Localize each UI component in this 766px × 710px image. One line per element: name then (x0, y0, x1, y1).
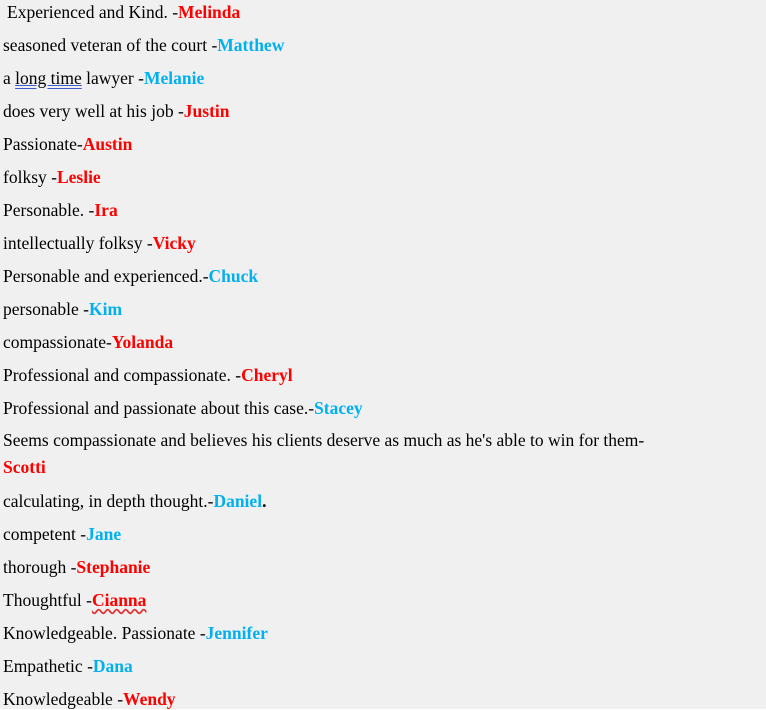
comment-text: Empathetic - (3, 656, 93, 676)
commenter-name: Stacey (314, 398, 363, 418)
comment-text: Thoughtful - (3, 590, 92, 610)
commenter-name: Austin (82, 134, 133, 154)
comment-line (3, 655, 133, 677)
comment-line (3, 397, 363, 419)
comment-line (3, 523, 121, 545)
comment-line (3, 556, 150, 578)
comment-text: Passionate- (3, 134, 83, 154)
comment-text-pre: a (3, 68, 16, 88)
commenter-name: Leslie (56, 167, 101, 187)
comment-line (3, 232, 196, 254)
comment-text: Personable. - (3, 200, 95, 220)
comment-text: competent - (3, 524, 87, 544)
commenter-name-spellcheck: Cianna (91, 590, 147, 610)
comment-line (3, 427, 763, 481)
commenter-name: Melinda (178, 2, 241, 22)
comment-text: Personable and experienced.- (3, 266, 209, 286)
comment-text: intellectually folksy - (3, 233, 153, 253)
comment-line (3, 331, 173, 353)
commenter-name: Dana (92, 656, 133, 676)
commenter-name: Jennifer (205, 623, 268, 643)
comment-line (3, 622, 268, 644)
commenter-name: Scotti (3, 457, 46, 477)
commenter-name: Stephanie (76, 557, 151, 577)
comment-text: Experienced and Kind. - (7, 2, 179, 22)
commenter-name: Jane (86, 524, 122, 544)
commenter-name: Vicky (152, 233, 196, 253)
comment-line (3, 34, 284, 56)
comment-text: folksy - (3, 167, 57, 187)
comment-text: thorough - (3, 557, 77, 577)
comment-text: does very well at his job - (3, 101, 184, 121)
comment-text: Knowledgeable. Passionate - (3, 623, 206, 643)
comment-line (3, 490, 266, 512)
commenter-name: Daniel (213, 491, 263, 511)
comment-text: compassionate- (3, 332, 112, 352)
comment-line (3, 100, 230, 122)
comment-line (3, 265, 258, 287)
comment-text: Knowledgeable - (3, 689, 124, 709)
comment-text: Seems compassionate and believes his clients deserve as much as he's able to win for them- (3, 430, 645, 450)
comment-line (3, 166, 101, 188)
commenter-name: Kim (89, 299, 123, 319)
commenter-name: Yolanda (111, 332, 174, 352)
comment-line (3, 589, 146, 611)
commenter-name: Wendy (123, 689, 176, 709)
comment-text: seasoned veteran of the court - (3, 35, 218, 55)
comment-line (3, 133, 132, 155)
commenter-name: Cheryl (241, 365, 293, 385)
comment-text: personable - (3, 299, 90, 319)
comment-text: calculating, in depth thought.- (3, 491, 214, 511)
commenter-name: Ira (94, 200, 118, 220)
comment-line (3, 298, 122, 320)
comment-line (3, 199, 118, 221)
commenter-name: Matthew (217, 35, 285, 55)
comment-line (3, 67, 204, 89)
comment-line (3, 688, 176, 710)
comment-line (7, 1, 240, 23)
grammar-underlined-text: long time (15, 68, 82, 88)
comment-suffix: . (262, 491, 267, 511)
commenter-name: Melanie (143, 68, 205, 88)
comment-line (3, 364, 293, 386)
comment-text: lawyer - (81, 68, 144, 88)
commenter-name: Justin (183, 101, 230, 121)
comment-text: Professional and passionate about this case.- (3, 398, 315, 418)
comment-text: Professional and compassionate. - (3, 365, 242, 385)
commenter-name: Chuck (208, 266, 259, 286)
